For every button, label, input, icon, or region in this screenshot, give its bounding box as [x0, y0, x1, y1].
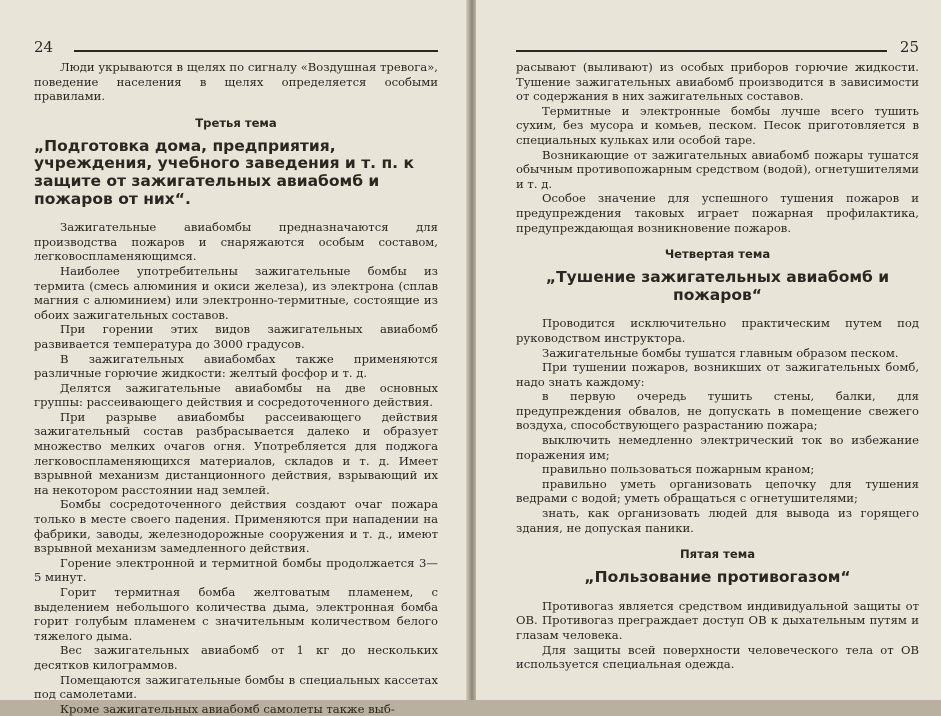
section-label: Третья тема: [195, 115, 277, 130]
body-paragraph: Особое значение для успешного тушения пожаров и предупреждения таковых играет пожарная профилактика, предупреждающая возникновение пожаров.: [516, 191, 919, 235]
body-paragraph: Бомбы сосредоточенного действия создают очаг пожара только в месте своего падения. Применяются при нападении на фабрики, заводы, железнодорожные сооружения и т. д., имеют взрывной механизм замедленного действия.: [34, 497, 438, 556]
body-paragraph: Вес зажигательных авиабомб от 1 кг до нескольких десятков килограммов.: [34, 643, 438, 672]
header-rule: [74, 50, 438, 52]
page-number: 25: [899, 38, 919, 56]
left-page: [0, 0, 468, 716]
body-paragraph: Зажигательные авиабомбы предназначаются для производства пожаров и снаряжаются особым составом, легковоспламеняющимся.: [34, 220, 438, 264]
body-paragraph: расывают (выливают) из особых приборов горючие жидкости. Тушение зажигательных авиабомб производится в зависимости от содержания в них зажигательных составов.: [516, 60, 919, 104]
list-item: в первую очередь тушить стены, балки, для предупреждения обвалов, не допускать в помещение свежего воздуха, способствующего разрастанию пожара;: [516, 389, 919, 433]
body-paragraph: Возникающие от зажигательных авиабомб пожары тушатся обычным противопожарным средством (водой), огнетушителями и т. д.: [516, 147, 919, 191]
body-paragraph: Помещаются зажигательные бомбы в специальных кассетах под самолетами.: [34, 672, 438, 702]
left-page-header: [34, 38, 438, 60]
list-item: правильно уметь организовать цепочку для тушения ведрами с водой; уметь обращаться с огнетушителями;: [516, 476, 919, 506]
body-paragraph: В зажигательных авиабомбах также применяются различные горючие жидкости: желтый фосфор и т. д.: [34, 351, 438, 381]
section-title: „Подготовка дома, предприятия, учреждения, учебного заведения и т. п. к защите от зажигательных авиабомб и пожаров от них“.: [34, 136, 414, 208]
section-title: „Пользование противогазом“: [584, 568, 851, 587]
body-paragraph: При горении этих видов зажигательных авиабомб развивается температура до 3000 градусов.: [34, 322, 438, 351]
header-rule: [516, 50, 887, 52]
section-title: „Тушение зажигательных авиабомб и пожаров“: [545, 268, 890, 304]
body-paragraph: Кроме зажигательных авиабомб самолеты также выб-: [60, 701, 395, 716]
body-paragraph: При разрыве авиабомбы рассеивающего действия зажигательный состав разбрасывается далеко и образует множество мелких очагов огня. Употребляется для поджога легковоспламеняющихся материалов, складов и т. д. Имеет взрывной механизм дистанционного действия, взрывающий их на некотором расстоянии над землей.: [34, 409, 438, 497]
body-paragraph: Противогаз является средством индивидуальной защиты от ОВ. Противогаз преграждает доступ ОВ к дыхательным путям и глазам человека.: [516, 598, 919, 642]
right-page: [476, 0, 941, 700]
body-paragraph: Проводится исключительно практическим путем под руководством инструктора.: [516, 316, 919, 345]
list-item: выключить немедленно электрический ток во избежание поражения им;: [516, 433, 919, 462]
body-paragraph: При тушении пожаров, возникших от зажигательных бомб, надо знать каждому:: [516, 360, 919, 389]
body-paragraph: Горит термитная бомба желтоватым пламенем, с выделением небольшого количества дыма, электронная бомба горит голубым пламенем с значительным количеством белого тяжелого дыма.: [34, 585, 438, 643]
page-number: 24: [34, 38, 54, 56]
section-label: Четвертая тема: [664, 247, 771, 262]
body-paragraph: Термитные и электронные бомбы лучше всего тушить сухим, без мусора и комьев, песком. Песок приготовляется в специальных кульках или особой таре.: [516, 103, 919, 147]
section-label: Пятая тема: [679, 547, 756, 562]
body-paragraph: Делятся зажигательные авиабомбы на две основных группы: рассеивающего действия и сосредоточенного действия.: [34, 380, 438, 410]
body-paragraph: Наиболее употребительны зажигательные бомбы из термита (смесь алюминия и окиси железа), из электрона (сплав магния с алюминием) или электронно-термитные, состоящие из обоих зажигательных составов.: [34, 263, 438, 322]
body-paragraph: Горение электронной и термитной бомбы продолжается 3—5 минут.: [34, 555, 438, 585]
body-paragraph: Для защиты всей поверхности человеческого тела от ОВ используется специальная одежда.: [516, 642, 919, 672]
list-item: знать, как организовать людей для вывода из горящего здания, не допуская паники.: [516, 506, 919, 535]
body-paragraph: Зажигательные бомбы тушатся главным образом песком.: [542, 345, 899, 360]
right-page-header: [516, 38, 919, 60]
intro-paragraph: Люди укрываются в щелях по сигналу «Воздушная тревога», поведение населения в щелях определяется особыми правилами.: [34, 60, 438, 104]
list-item: правильно пользоваться пожарным краном;: [542, 462, 815, 477]
